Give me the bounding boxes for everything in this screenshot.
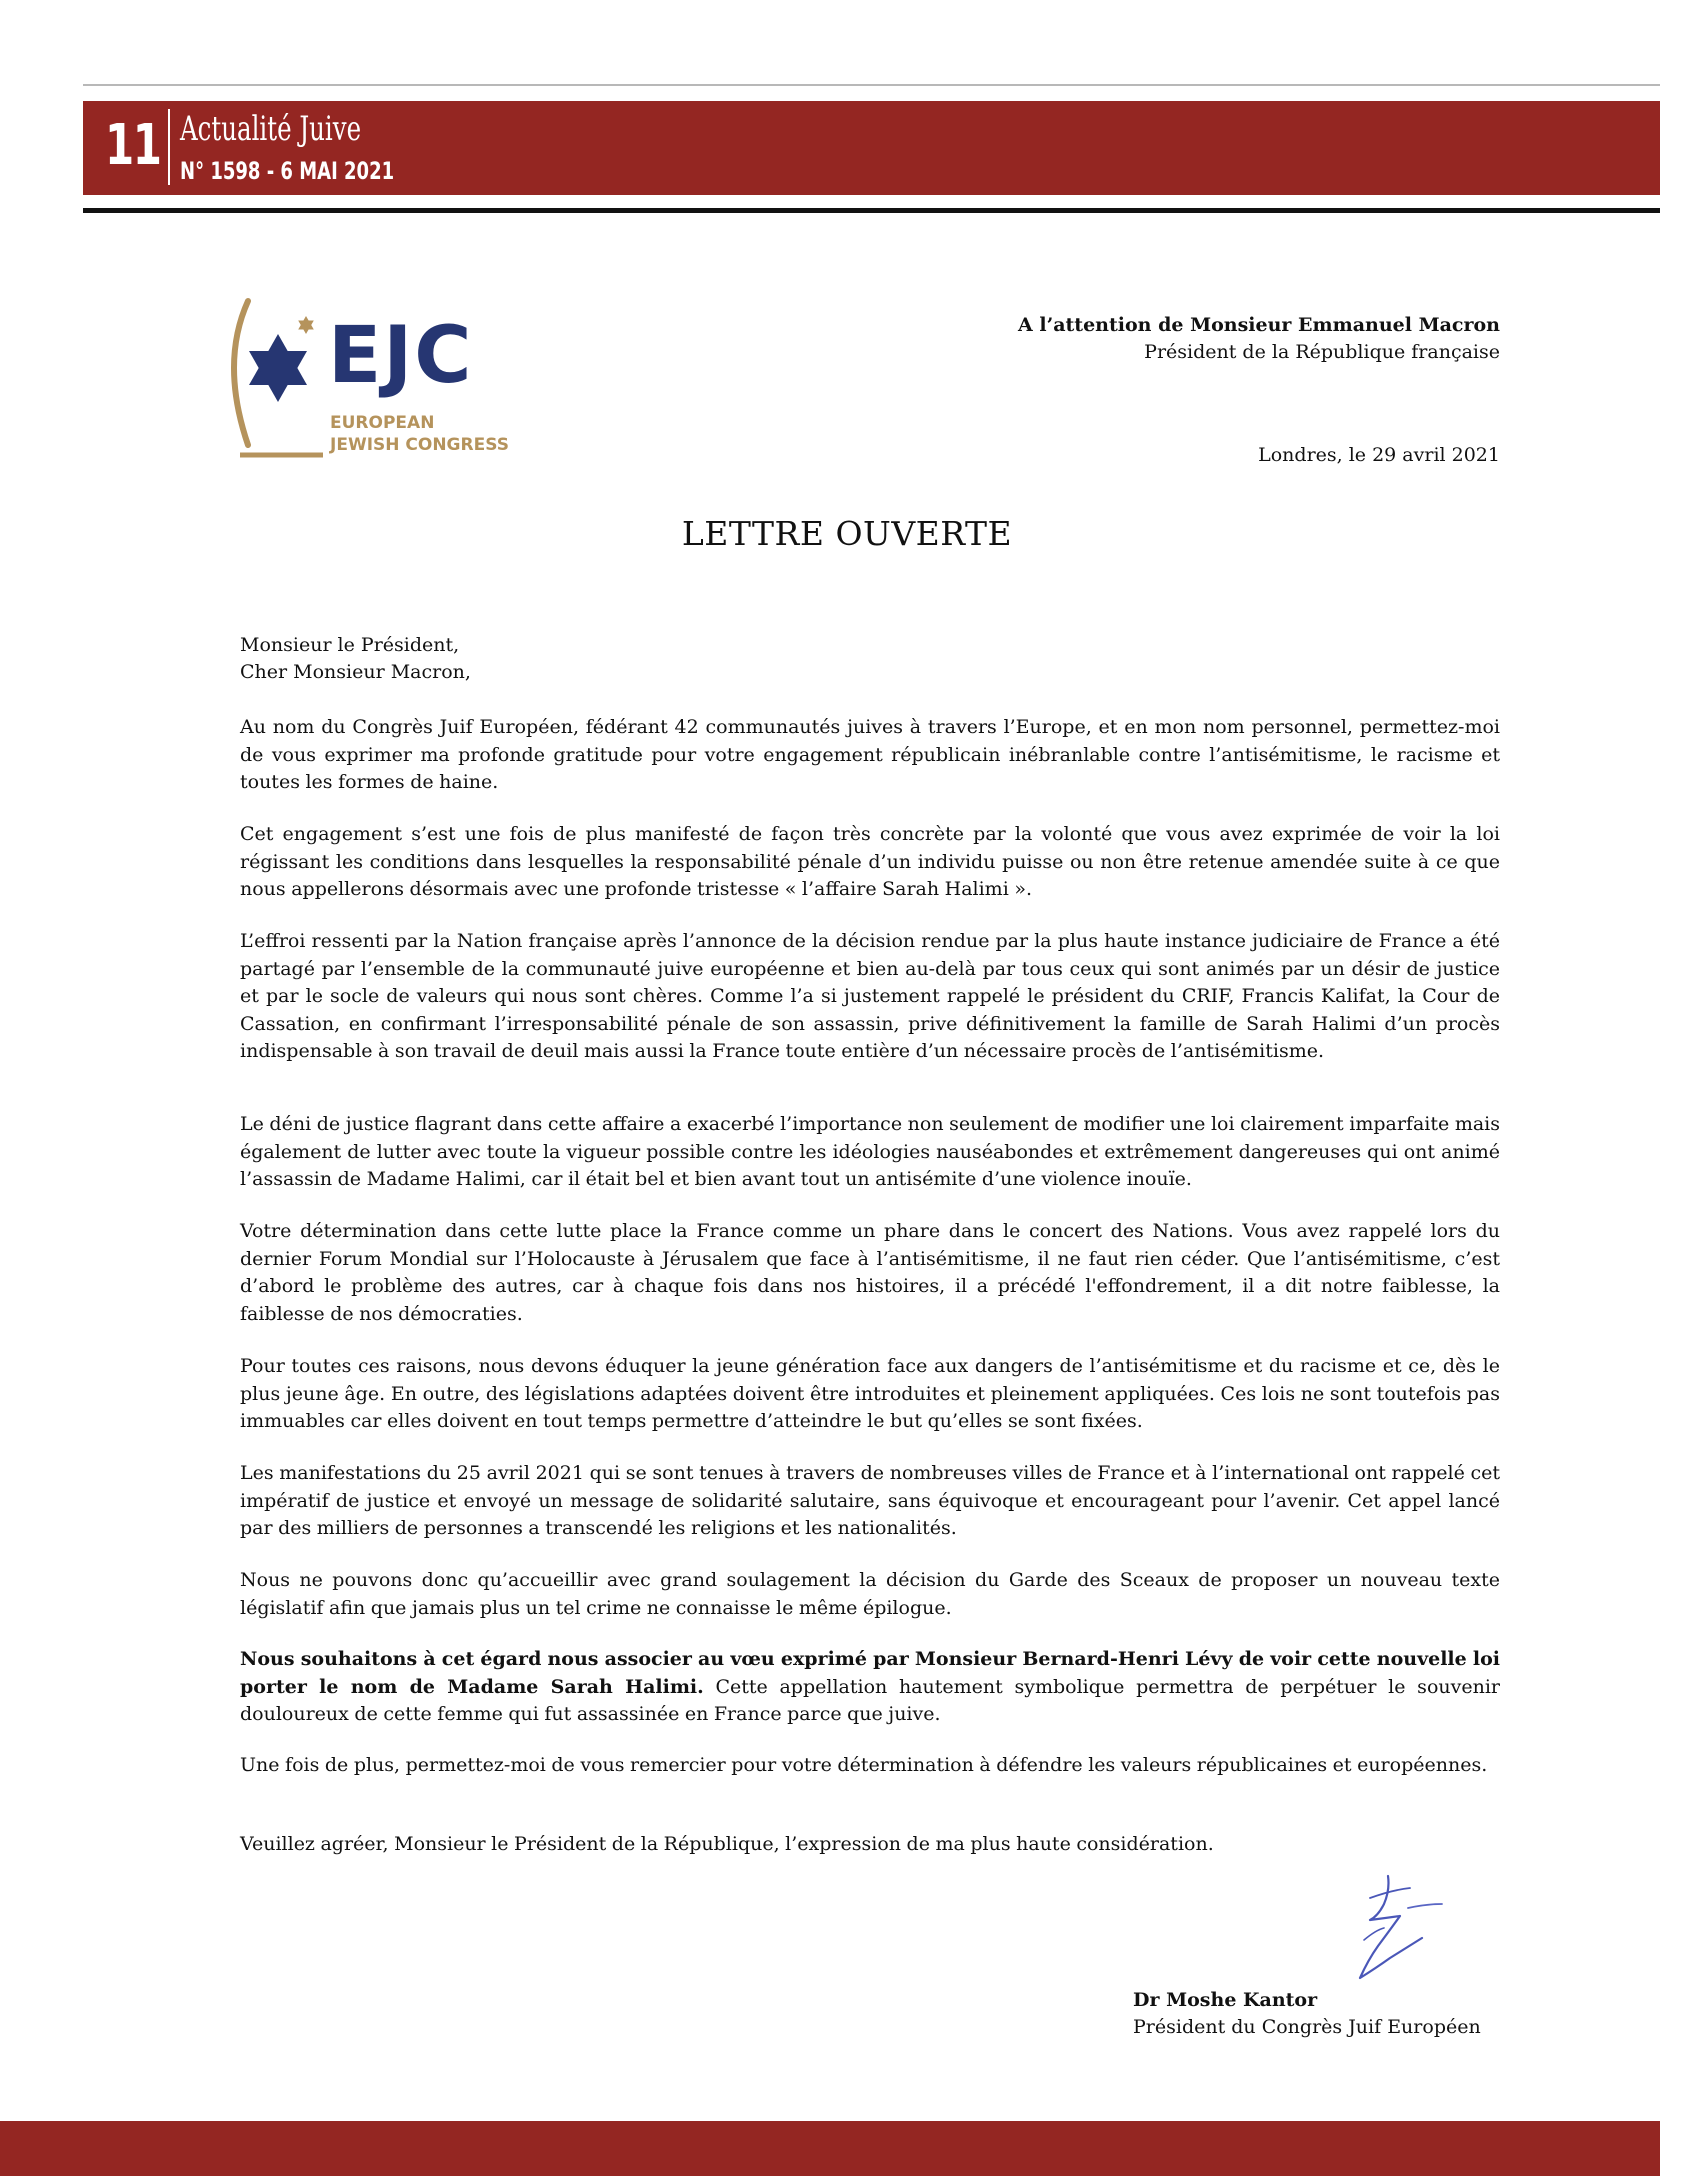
paragraph-4: Le déni de justice flagrant dans cette affaire a exacerbé l’importance non seulement de modifier une loi clairement imparfaite mais également de lutter avec toute la vigueur possible contre les idéologies nauséabondes et extrêmement dangereuses qui ont animé l’assassin de Madame Halimi, car il était bel et bien avant tout un antisémite d’une violence inouïe. bbox=[240, 1113, 1500, 1190]
paragraph-8: Nous ne pouvons donc qu’accueillir avec grand soulagement la décision du Garde des Sceaux de proposer un nouveau texte législatif afin que jamais plus un tel crime ne connaisse le même épilogue. bbox=[240, 1569, 1500, 1619]
logo-subtitle-2: JEWISH CONGRESS bbox=[330, 435, 509, 455]
recipient-block bbox=[1018, 312, 1500, 366]
issue-line: N° 1598 - 6 MAI 2021 bbox=[180, 157, 395, 185]
paragraph-2: Cet engagement s’est une fois de plus manifesté de façon très concrète par la volonté que vous avez exprimée de voir la loi régissant les conditions dans lesquelles la responsabilité pénale d’un individu puisse ou non être retenue amendée suite à ce que nous appellerons désormais avec une profonde tristesse « l’affaire Sarah Halimi ». bbox=[240, 823, 1500, 900]
star-of-david-icon bbox=[218, 293, 328, 468]
logo-letters: EJC bbox=[328, 311, 474, 401]
magazine-name: Actualité Juive bbox=[180, 109, 362, 149]
paragraph-1: Au nom du Congrès Juif Européen, fédérant 42 communautés juives à travers l’Europe, et en mon nom personnel, permettez-moi de vous exprimer ma profonde gratitude pour votre engagement républicain inébranlable contre l’antisémitisme, le racisme et toutes les formes de haine. bbox=[240, 716, 1500, 793]
paragraph-5: Votre détermination dans cette lutte place la France comme un phare dans le concert des Nations. Vous avez rappelé lors du dernier Forum Mondial sur l’Holocauste à Jérusalem que face à l’antisémitisme, il ne faut rien céder. Que l’antisémitisme, c’est d’abord le problème des autres, car à chaque fois dans nos histoires, il a précédé l'effondrement, il a dit notre faiblesse, la faiblesse de nos démocraties. bbox=[240, 1220, 1500, 1325]
header-bottom-rule bbox=[83, 208, 1660, 213]
salutation bbox=[240, 632, 471, 686]
signer-name: Dr Moshe Kantor bbox=[1133, 1989, 1318, 2011]
handwritten-signature bbox=[1330, 1868, 1470, 1998]
paragraph-bold-rest: Cette appellation hautement symbolique permettra de perpétuer le souvenir douloureux de cette femme qui fut assassinée en France parce que juive. bbox=[240, 1675, 1500, 1725]
recipient-line-2: Président de la République française bbox=[1144, 341, 1500, 363]
ejc-logo bbox=[218, 293, 518, 468]
footer-band bbox=[0, 2121, 1660, 2176]
paragraph-bold-lead: Nous souhaitons à cet égard nous associer au vœu exprimé par Monsieur Bernard-Henri Lévy de voir cette nouvelle loi porter le nom de Madame Sarah Halimi. bbox=[240, 1648, 1500, 1698]
letter-title: LETTRE OUVERTE bbox=[681, 514, 1013, 553]
date-line: Londres, le 29 avril 2021 bbox=[1258, 444, 1500, 466]
paragraph-3: L’effroi ressenti par la Nation française après l’annonce de la décision rendue par la plus haute instance judiciaire de France a été partagé par l’ensemble de la communauté juive européenne et bien au-delà par tous ceux qui sont animés par un désir de justice et par le socle de valeurs qui nous sont chères. Comme l’a si justement rappelé le président du CRIF, Francis Kalifat, la Cour de Cassation, en confirmant l’irresponsabilité pénale de son assassin, prive définitivement la famille de Sarah Halimi d’un procès indispensable à son travail de deuil mais aussi la France toute entière d’un nécessaire procès de l’antisémitisme. bbox=[240, 930, 1500, 1062]
paragraph-6: Pour toutes ces raisons, nous devons éduquer la jeune génération face aux dangers de l’antisémitisme et du racisme et ce, dès le plus jeune âge. En outre, des législations adaptées doivent être introduites et pleinement appliquées. Ces lois ne sont toutefois pas immuables car elles doivent en tout temps permettre d’atteindre le but qu’elles se sont fixées. bbox=[240, 1355, 1500, 1432]
page-number: 11 bbox=[105, 113, 161, 178]
paragraph-thanks: Une fois de plus, permettez-moi de vous remercier pour votre détermination à défendre les valeurs républicaines et européennes. bbox=[240, 1754, 1488, 1776]
paragraph-bold bbox=[240, 1646, 1500, 1729]
top-rule bbox=[83, 84, 1660, 86]
recipient-line-1: A l’attention de Monsieur Emmanuel Macron bbox=[1018, 314, 1500, 336]
header-band bbox=[83, 101, 1660, 195]
header-divider bbox=[168, 109, 170, 185]
signer-role: Président du Congrès Juif Européen bbox=[1133, 2016, 1481, 2038]
paragraph-closing: Veuillez agréer, Monsieur le Président de la République, l’expression de ma plus haute considération. bbox=[240, 1833, 1214, 1855]
salutation-line-1: Monsieur le Président, bbox=[240, 634, 460, 656]
salutation-line-2: Cher Monsieur Macron, bbox=[240, 661, 471, 683]
signer-block bbox=[1133, 1987, 1481, 2041]
paragraph-7: Les manifestations du 25 avril 2021 qui se sont tenues à travers de nombreuses villes de France et à l’international ont rappelé cet impératif de justice et envoyé un message de solidarité salutaire, sans équivoque et encourageant pour l’avenir. Cet appel lancé par des milliers de personnes a transcendé les religions et les nationalités. bbox=[240, 1462, 1500, 1539]
logo-subtitle-1: EUROPEAN bbox=[330, 413, 435, 433]
